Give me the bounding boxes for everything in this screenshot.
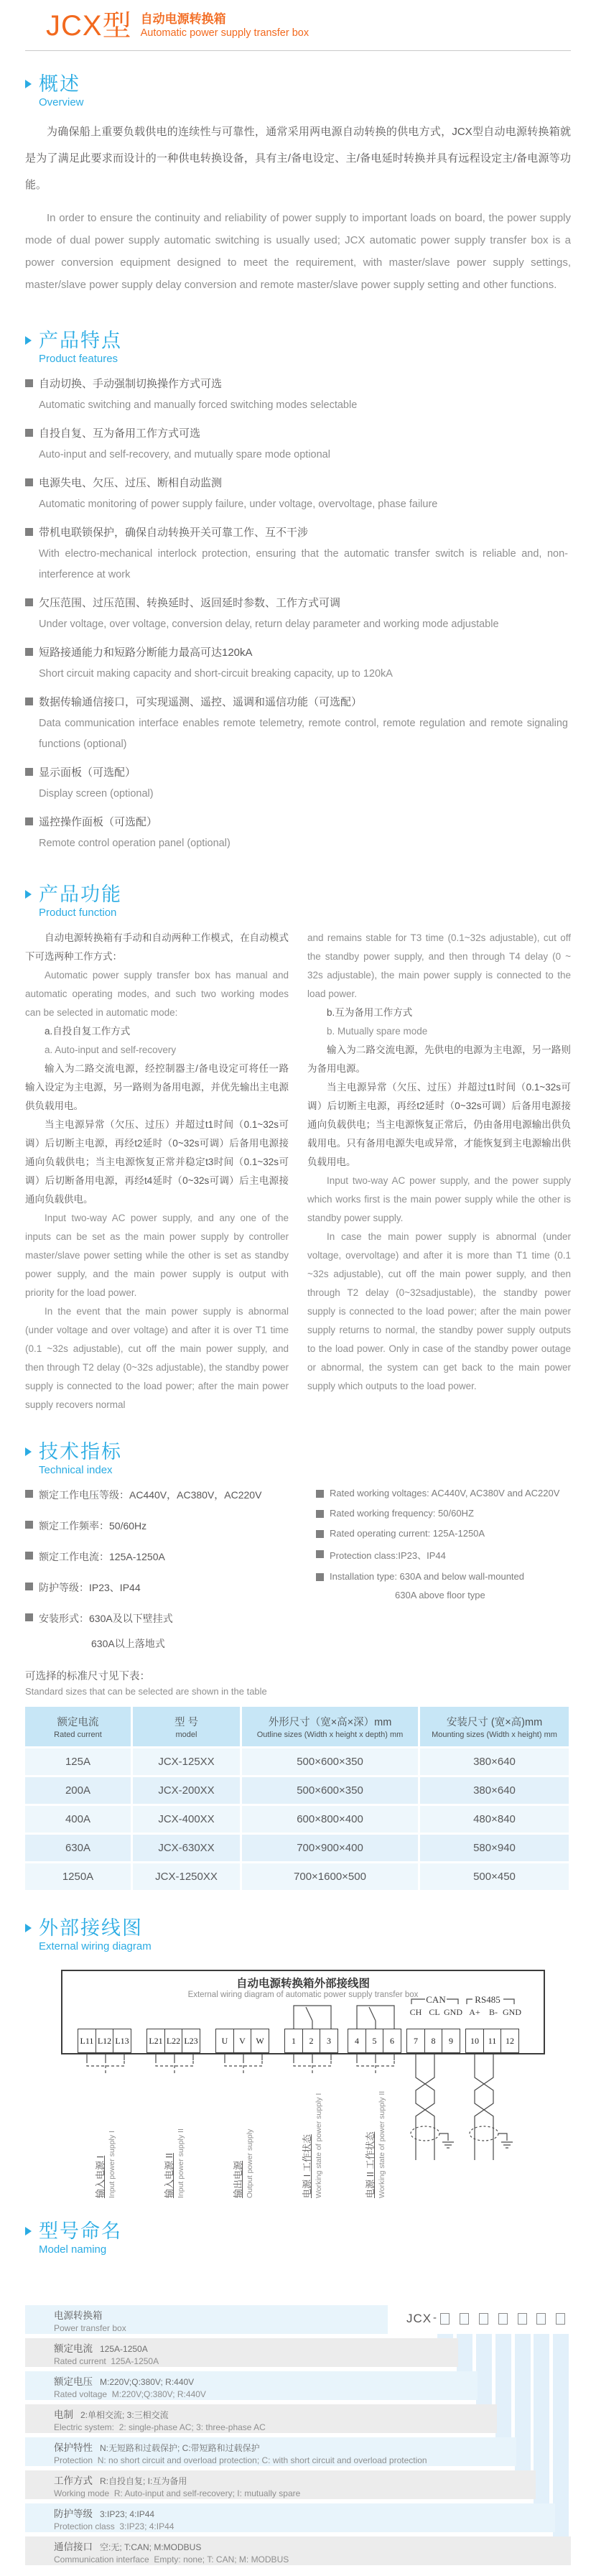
table-cell: 480×840 <box>420 1806 571 1835</box>
terminal-group <box>78 2029 131 2053</box>
feature-cn: 带机电联锁保护，确保自动转换开关可靠工作、互不干涉 <box>39 527 309 539</box>
table-cell: 600×800×400 <box>242 1806 420 1835</box>
table-cell: 380×640 <box>420 1777 571 1806</box>
feature-item <box>25 692 571 755</box>
naming-title-cn: 型号命名 <box>39 2220 122 2242</box>
tech-item: 额定工作电流：125A-1250A <box>25 1549 316 1564</box>
wire-group-label: 输入电源 I Input power supply I <box>95 2131 116 2198</box>
wiring-diagram-title-en: External wiring diagram of automatic power supply transfer box <box>187 1991 419 1999</box>
terminal: 6 <box>383 2029 401 2053</box>
terminal: L22 <box>164 2029 183 2053</box>
table-cell: 500×450 <box>420 1863 571 1892</box>
square-bullet-icon <box>25 478 33 486</box>
functions-right-column <box>307 929 571 1414</box>
sizes-intro-en: Standard sizes that can be selected are shown in the table <box>25 1686 267 1697</box>
naming-row: 保护特性 N:无短路和过载保护; C:带短路和过载保护 Protection N: no short circuit and overload protection; C: with short circuit and overload protection <box>25 2437 516 2466</box>
terminal: 1 <box>284 2029 303 2053</box>
code-column-strip <box>553 2334 569 2536</box>
paragraph: Input two-way AC power supply, and any one of the inputs can be set as the main power supply by controller master/slave power setting while the other is set as standby power supply, and the main power supply is output with priority for the load power. <box>25 1213 289 1298</box>
terminal: 7 <box>406 2029 425 2053</box>
terminal: 9 <box>442 2029 460 2053</box>
functions-title-cn: 产品功能 <box>39 884 122 905</box>
terminal-group <box>146 2029 200 2053</box>
tech-item: 额定工作电压等级：AC440V，AC380V，AC220V <box>25 1488 316 1502</box>
tech-item: Protection class:IP23、IP44 <box>316 1548 571 1562</box>
naming-row: 工作方式 R:自投自复; I:互为备用 Working mode R: Auto-input and self-recovery; I: mutually spare <box>25 2470 536 2499</box>
tech-left-column <box>25 1488 316 1651</box>
table-cell: 700×1600×500 <box>242 1863 420 1892</box>
product-title-en: Automatic power supply transfer box <box>140 27 309 39</box>
tech-item: 安装形式：630A及以下壁挂式 <box>25 1611 316 1626</box>
terminal: 12 <box>500 2029 519 2053</box>
terminal: L11 <box>78 2029 96 2053</box>
overview-paragraph-en: In order to ensure the continuity and reliability of power supply to important loads on board, the power supply mode of dual power supply automatic switching is usually used; JCX automatic power supply transfer box is a power conversion equipment designed to meet the requirement, with master/slave power supply settings, master/slave power supply delay conversion and remote master/slave power supply setting and other functions. <box>25 212 571 291</box>
wiring-heading <box>25 1917 571 1940</box>
terminal: U <box>215 2029 234 2053</box>
table-cell: 380×640 <box>420 1748 571 1777</box>
feature-item <box>25 812 571 854</box>
feature-en: Automatic switching and manually forced switching modes selectable <box>39 399 358 411</box>
tech-item: Rated working voltages: AC440V, AC380V and AC220V <box>316 1488 571 1498</box>
square-bullet-icon <box>25 1552 33 1560</box>
section-sizes <box>25 1668 571 1892</box>
table-header-cell: 安装尺寸 (宽×高)mm Mounting sizes (Width x height) mm <box>420 1707 571 1748</box>
model-code-box <box>498 2313 508 2325</box>
square-bullet-icon <box>316 1510 324 1518</box>
paragraph: 自动电源转换箱有手动和自动两种工作模式，在自动模式下可选两种工作方式： <box>25 932 289 962</box>
square-bullet-icon <box>25 1521 33 1529</box>
features-title-cn: 产品特点 <box>39 330 122 351</box>
wire-group-label: 输出电源 Output power supply <box>233 2128 254 2198</box>
feature-cn: 欠压范围、过压范围、转换延时、返回延时参数、工作方式可调 <box>39 597 341 609</box>
model-code-box <box>556 2313 565 2325</box>
square-bullet-icon <box>25 817 33 825</box>
square-bullet-icon <box>316 1490 324 1498</box>
tech-item-extra: 630A以上落地式 <box>91 1638 165 1649</box>
feature-cn: 自动切换、手动强制切换操作方式可选 <box>39 378 223 390</box>
pin-label: CL <box>429 2007 440 2017</box>
product-title-cn: 自动电源转换箱 <box>140 12 226 26</box>
paragraph: and remains stable for T3 time (0.1~32s adjustable), cut off the standby power supply, and then through T4 delay (0 ~ 32s adjustable), the main power supply is connected to the load power. <box>307 932 571 999</box>
table-cell: JCX-400XX <box>133 1806 242 1835</box>
feature-item <box>25 374 571 416</box>
square-bullet-icon <box>316 1550 324 1558</box>
rs485-bus-label: RS485 <box>475 1994 500 2005</box>
wire-group-label: 电源 II 工作状态 Working state of power supply II <box>365 2090 386 2198</box>
terminal-group <box>465 2029 519 2053</box>
paragraph: 输入为二路交流电源，先供电的电源为主电源，另一路则为备用电源。 <box>307 1044 571 1074</box>
functions-left-column <box>25 929 289 1414</box>
terminal: L13 <box>113 2029 131 2053</box>
tech-item: 防护等级：IP23、IP44 <box>25 1580 316 1595</box>
model-code-box <box>440 2313 450 2325</box>
triangle-icon <box>25 1447 32 1456</box>
square-bullet-icon <box>25 1613 33 1621</box>
table-cell: 500×600×350 <box>242 1777 420 1806</box>
tech-title-en: Technical index <box>39 1464 113 1476</box>
tech-item-extra: 630A above floor type <box>395 1590 485 1600</box>
feature-en: With electro-mechanical interlock protection, ensuring that the automatic transfer switch is reliable and, non-interference at work <box>39 548 568 580</box>
terminal: 4 <box>348 2029 366 2053</box>
header-divider <box>25 50 571 51</box>
functions-title-en: Product function <box>39 907 117 919</box>
overview-paragraph-cn: 为确保船上重要负载供电的连续性与可靠性，通常采用两电源自动转换的供电方式，JCX型自动电源转换箱就是为了满足此要求而设计的一种供电转换设备，具有主/备电设定、主/备电延时转换并具有远程设定主/备电源等功能。 <box>25 126 571 191</box>
section-naming <box>0 2220 596 2576</box>
table-row <box>25 1806 571 1835</box>
terminal-group <box>284 2029 338 2053</box>
table-cell: 400A <box>25 1806 133 1835</box>
features-title-en: Product features <box>39 353 118 365</box>
pin-label: GND <box>503 2007 521 2017</box>
feature-en: Short circuit making capacity and short-circuit breaking capacity, up to 120kA <box>39 668 393 680</box>
square-bullet-icon <box>25 1583 33 1590</box>
feature-item <box>25 642 571 685</box>
overview-title-cn: 概述 <box>39 73 80 95</box>
pin-label: GND <box>444 2007 462 2017</box>
table-cell: 700×900×400 <box>242 1835 420 1863</box>
square-bullet-icon <box>25 528 33 536</box>
section-wiring <box>0 1917 596 2207</box>
feature-item <box>25 423 571 465</box>
model-code-box <box>460 2313 469 2325</box>
code-column-strip <box>515 2334 531 2470</box>
paragraph: In the event that the main power supply is abnormal (under voltage and over voltage) and after it is over T1 time (0.1 ~32s adjustable), cut off the main power supply, and then through T2 delay (0~32s adjustable), the standby power supply is connected to the load power; after the main power supply recovers normal <box>25 1306 289 1410</box>
terminal: L21 <box>146 2029 165 2053</box>
feature-cn: 数据传输通信接口，可实现遥测、遥控、遥调和遥信功能（可选配） <box>39 696 363 708</box>
tech-right-column <box>316 1488 571 1651</box>
wire-group-label: 输入电源 II Input power supply II <box>164 2128 185 2198</box>
feature-item <box>25 593 571 635</box>
tech-title-cn: 技术指标 <box>39 1441 122 1463</box>
wiring-title-en: External wiring diagram <box>39 1940 152 1952</box>
paragraph: b.互为备用工作方式 <box>327 1007 413 1018</box>
naming-heading <box>25 2220 571 2243</box>
wire-group-label: 电源 I 工作状态 Working state of power supply I <box>302 2093 323 2198</box>
feature-cn: 遥控操作面板（可选配） <box>39 816 158 828</box>
functions-heading <box>25 883 571 906</box>
table-cell: JCX-125XX <box>133 1748 242 1777</box>
can-bus-label: CAN <box>426 1994 446 2005</box>
square-bullet-icon <box>25 598 33 606</box>
overview-heading <box>25 73 571 96</box>
square-bullet-icon <box>25 379 33 387</box>
section-features <box>25 329 571 854</box>
terminal: 2 <box>302 2029 321 2053</box>
paragraph: a. Auto-input and self-recovery <box>45 1044 177 1055</box>
terminal-group <box>348 2029 401 2053</box>
terminal: 10 <box>465 2029 484 2053</box>
naming-row: 电制 2:单相交流; 3:三相交流 Electric system: 2: single-phase AC; 3: three-phase AC <box>25 2404 497 2433</box>
terminal: V <box>233 2029 252 2053</box>
code-column-strip <box>476 2334 492 2404</box>
table-cell: 500×600×350 <box>242 1748 420 1777</box>
square-bullet-icon <box>316 1530 324 1538</box>
naming-row: 通信接口 空:无; T:CAN; M:MODBUS Communication interface Empty: none; T: CAN; M: MODBUS <box>25 2536 571 2565</box>
square-bullet-icon <box>25 648 33 656</box>
tech-heading <box>25 1440 571 1463</box>
naming-row: 防护等级 3:IP23; 4:IP44 Protection class 3:IP23; 4:IP44 <box>25 2503 555 2532</box>
tech-columns <box>25 1488 571 1651</box>
paragraph: In case the main power supply is abnormal (under voltage, overvoltage) and after it is more than T1 time (0.1 ~32s adjustable), cut off the main power supply, and then through T2 delay (0~32sadjustable), the standby power supply is connected to the load power; after the main power supply returns to normal, the standby power supply outputs to the load power. Only in case of the standby power outage or abnormal, the system can get back to the main power supply which outputs to the load power. <box>307 1231 571 1391</box>
feature-cn: 自投自复、互为备用工作方式可选 <box>39 427 201 440</box>
features-heading <box>25 329 571 352</box>
feature-cn: 电源失电、欠压、过压、断相自动监测 <box>39 477 223 489</box>
table-header-cell: 额定电流 Rated current <box>25 1707 133 1748</box>
square-bullet-icon <box>25 768 33 776</box>
table-header-row <box>25 1707 571 1748</box>
table-cell: JCX-200XX <box>133 1777 242 1806</box>
model-code-box <box>479 2313 488 2325</box>
sizes-intro-cn: 可选择的标准尺寸见下表： <box>25 1671 150 1682</box>
paragraph: 当主电源异常（欠压、过压）并超过t1时间（0.1~32s可调）后切断主电源，再经t2延时（0~32s可调）后备用电源接通向负载供电；当主电源恢复正常后，仍由备用电源输出供负载用电。只有备用电源失电或异常，才能恢复到主电源输出供负载用电。 <box>307 1082 571 1167</box>
table-cell: 125A <box>25 1748 133 1777</box>
triangle-icon <box>25 2227 32 2236</box>
table-cell: JCX-1250XX <box>133 1863 242 1892</box>
naming-row: 电源转换箱 Power transfer box <box>25 2305 388 2334</box>
paragraph: 当主电源异常（欠压、过压）并超过t1时间（0.1~32s可调）后切断主电源，再经t2延时（0~32s可调）后备用电源接通向负载供电；当主电源恢复正常并稳定t3时间（0.1~32s可调）后切断备用电源，再经t4延时（0~32s可调）后主电源接通向负载供电。 <box>25 1119 289 1205</box>
model-code-box <box>536 2313 546 2325</box>
table-cell: 1250A <box>25 1863 133 1892</box>
table-cell: JCX-630XX <box>133 1835 242 1863</box>
naming-title-en: Model naming <box>39 2243 107 2256</box>
table-cell: 200A <box>25 1777 133 1806</box>
paragraph: b. Mutually spare mode <box>327 1026 428 1037</box>
terminal-group <box>406 2029 460 2053</box>
square-bullet-icon <box>25 429 33 437</box>
table-header-cell: 型 号 model <box>133 1707 242 1748</box>
section-functions <box>25 883 571 1414</box>
tech-item: Rated operating current: 125A-1250A <box>316 1528 571 1539</box>
terminal-group <box>215 2029 269 2053</box>
pin-label: A+ <box>469 2007 480 2017</box>
naming-row: 额定电压 M:220V;Q:380V; R:440V Rated voltage M:220V;Q:380V; R:440V <box>25 2371 478 2400</box>
terminal: W <box>251 2029 269 2053</box>
feature-item <box>25 473 571 515</box>
product-title-block <box>141 11 309 40</box>
feature-en: Under voltage, over voltage, conversion delay, return delay parameter and working mode adjustable <box>39 618 499 630</box>
triangle-icon <box>25 1924 32 1932</box>
model-code-box <box>518 2313 527 2325</box>
square-bullet-icon <box>25 1490 33 1498</box>
section-tech-index <box>25 1440 571 1651</box>
pin-label: B- <box>489 2007 498 2017</box>
code-column-strip <box>457 2334 472 2371</box>
tech-item: 额定工作频率：50/60Hz <box>25 1519 316 1533</box>
overview-title-en: Overview <box>39 96 84 108</box>
paragraph: a.自投自复工作方式 <box>45 1026 131 1037</box>
feature-en: Display screen (optional) <box>39 788 154 800</box>
feature-item <box>25 522 571 585</box>
table-row <box>25 1835 571 1863</box>
tech-item: Installation type: 630A and below wall-mounted <box>316 1571 571 1582</box>
table-cell: 580×940 <box>420 1835 571 1863</box>
code-column-strip <box>495 2334 511 2437</box>
terminal: L12 <box>96 2029 114 2053</box>
square-bullet-icon <box>316 1573 324 1581</box>
wiring-diagram <box>0 1970 596 2207</box>
feature-en: Auto-input and self-recovery, and mutually spare mode optional <box>39 449 330 460</box>
triangle-icon <box>25 336 32 345</box>
model-title: JCX型 <box>46 10 132 42</box>
triangle-icon <box>25 890 32 899</box>
wiring-title-cn: 外部接线图 <box>39 1917 143 1939</box>
table-cell: 630A <box>25 1835 133 1863</box>
code-column-strip <box>534 2334 549 2503</box>
triangle-icon <box>25 80 32 88</box>
paragraph: Input two-way AC power supply, and the power supply which works first is the main power supply while the other is standby power supply. <box>307 1175 571 1223</box>
wiring-diagram-title-cn: 自动电源转换箱外部接线图 <box>236 1978 370 1990</box>
paragraph: Automatic power supply transfer box has manual and automatic operating modes, and such two working modes can be selected in automatic mode: <box>25 970 289 1018</box>
feature-en: Data communication interface enables remote telemetry, remote control, remote regulation and remote signaling functions (optional) <box>39 718 568 750</box>
paragraph: 输入为二路交流电源，经控制器主/备电设定可将任一路输入设定为主电源，另一路则为备用电源，并优先输出主电源供负载用电。 <box>25 1063 289 1111</box>
pin-label: CH <box>409 2007 422 2017</box>
feature-en: Automatic monitoring of power supply failure, under voltage, overvoltage, phase failure <box>39 499 438 510</box>
tech-item: Rated working frequency: 50/60HZ <box>316 1508 571 1519</box>
terminal: L23 <box>182 2029 200 2053</box>
square-bullet-icon <box>25 698 33 705</box>
naming-diagram <box>0 2266 596 2576</box>
table-row <box>25 1777 571 1806</box>
table-header-cell: 外形尺寸（宽×高×深）mm Outline sizes (Width x height x depth) mm <box>242 1707 420 1748</box>
terminal: 3 <box>320 2029 338 2053</box>
feature-item <box>25 762 571 805</box>
page-header <box>0 0 596 42</box>
table-row <box>25 1748 571 1777</box>
sizes-table <box>25 1707 571 1892</box>
feature-en: Remote control operation panel (optional) <box>39 838 231 849</box>
model-dash: - <box>433 2312 437 2324</box>
table-row <box>25 1863 571 1892</box>
model-prefix: JCX <box>406 2312 432 2325</box>
terminal: 8 <box>424 2029 443 2053</box>
naming-row: 额定电流 125A-1250A Rated current 125A-1250A <box>25 2338 458 2367</box>
terminal: 5 <box>365 2029 384 2053</box>
feature-cn: 显示面板（可选配） <box>39 766 136 779</box>
terminal: 11 <box>483 2029 502 2053</box>
feature-cn: 短路接通能力和短路分断能力最高可达120kA <box>39 647 253 659</box>
functions-columns <box>25 929 571 1414</box>
section-overview <box>25 73 571 296</box>
